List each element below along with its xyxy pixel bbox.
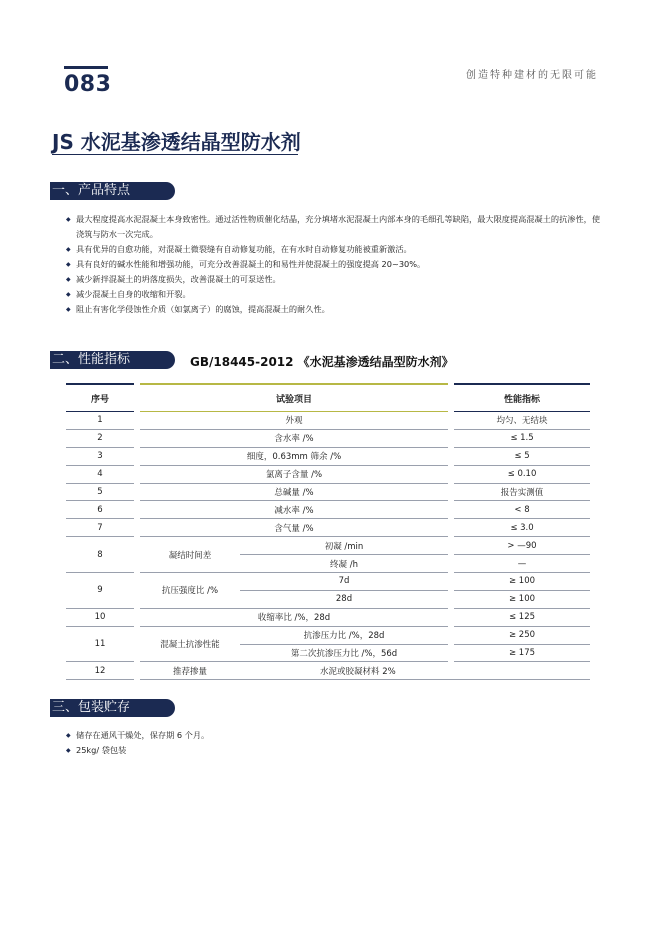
table-row	[66, 429, 590, 447]
header-value: 性能指标	[451, 384, 590, 412]
row-group-label: 凝结时间差	[137, 537, 240, 573]
section-label-specs: 二、性能指标	[52, 352, 131, 367]
table-row	[66, 626, 590, 644]
title-underline	[52, 154, 298, 155]
row-sub-item: 7d	[240, 573, 451, 591]
table-header-row	[66, 384, 590, 412]
table-row	[66, 662, 590, 680]
row-item: 减水率 /%	[137, 501, 451, 519]
row-sub-item: 抗渗压力比 /%，28d	[240, 626, 451, 644]
row-value: ≤ 1.5	[451, 429, 590, 447]
table-row	[66, 447, 590, 465]
row-no: 5	[66, 483, 137, 501]
page-number-bar	[64, 66, 108, 69]
row-no: 8	[66, 537, 137, 573]
row-item: 总碱量 /%	[137, 483, 451, 501]
row-value: —	[451, 555, 590, 573]
row-sub-item: 终凝 /h	[240, 555, 451, 573]
table-row	[66, 573, 590, 591]
row-sub-item: 28d	[240, 590, 451, 608]
row-value: < 8	[451, 501, 590, 519]
row-no: 10	[66, 608, 137, 626]
row-group-label: 混凝土抗渗性能	[137, 626, 240, 662]
row-value: ≥ 100	[451, 590, 590, 608]
row-item: 外观	[137, 412, 451, 430]
row-item: 细度，0.63mm 筛余 /%	[137, 447, 451, 465]
row-no: 6	[66, 501, 137, 519]
row-value: ≤ 0.10	[451, 465, 590, 483]
table-row	[66, 537, 590, 555]
row-no: 7	[66, 519, 137, 537]
packaging-item: ◆ 25kg/ 袋包装	[66, 743, 606, 758]
feature-item: ◆ 最大程度提高水泥混凝土本身致密性。通过活性物质催化结晶，充分填堵水泥混凝土内部本身的毛细孔等缺陷，最大限度提高混凝土的抗渗性，使浇筑与防水一次完成。	[66, 212, 606, 242]
header-item: 试验项目	[137, 384, 451, 412]
row-group-label: 抗压强度比 /%	[137, 573, 240, 609]
feature-item: ◆ 减少混凝土自身的收缩和开裂。	[66, 287, 606, 302]
row-no: 12	[66, 662, 137, 680]
table-row	[66, 519, 590, 537]
row-value: 报告实测值	[451, 483, 590, 501]
packaging-list	[66, 728, 606, 758]
spec-table	[66, 383, 590, 680]
header-no: 序号	[66, 384, 137, 412]
row-value: ≤ 3.0	[451, 519, 590, 537]
row-value: ≥ 250	[451, 626, 590, 644]
table-row	[66, 483, 590, 501]
row-item: 含气量 /%	[137, 519, 451, 537]
feature-item: ◆ 具有优异的自愈功能，对混凝土微裂缝有自动修复功能，在有水时自动修复功能被重新激活。	[66, 242, 606, 257]
row-sub-item: 第二次抗渗压力比 /%，56d	[240, 644, 451, 662]
row-value: 均匀、无结块	[451, 412, 590, 430]
packaging-item: ◆ 储存在通风干燥处，保存期 6 个月。	[66, 728, 606, 743]
row-value: 水泥或胶凝材料 2%	[240, 662, 590, 680]
row-value: ≤ 5	[451, 447, 590, 465]
table-row	[66, 501, 590, 519]
row-no: 3	[66, 447, 137, 465]
feature-item: ◆ 减少新拌混凝土的坍落度损失，改善混凝土的可泵送性。	[66, 272, 606, 287]
row-value: ≤ 125	[451, 608, 590, 626]
row-item: 含水率 /%	[137, 429, 451, 447]
row-no: 1	[66, 412, 137, 430]
slogan: 创造特种建材的无限可能	[466, 70, 598, 81]
row-value: ≥ 100	[451, 573, 590, 591]
row-value: ≥ 175	[451, 644, 590, 662]
feature-item: ◆ 阻止有害化学侵蚀性介质（如氯离子）的腐蚀，提高混凝土的耐久性。	[66, 302, 606, 317]
table-row	[66, 465, 590, 483]
table-row	[66, 608, 590, 626]
row-item: 氯离子含量 /%	[137, 465, 451, 483]
section-label-packaging: 三、包装贮存	[52, 700, 131, 715]
row-sub-item: 初凝 /min	[240, 537, 451, 555]
row-no: 4	[66, 465, 137, 483]
table-row	[66, 412, 590, 430]
feature-list	[66, 212, 606, 317]
page-number: 083	[64, 72, 112, 97]
row-no: 2	[66, 429, 137, 447]
section-label-features: 一、产品特点	[52, 183, 131, 198]
row-value: > —90	[451, 537, 590, 555]
row-no: 9	[66, 573, 137, 609]
feature-item: ◆ 具有良好的碱水性能和增强功能，可充分改善混凝土的和易性并使混凝土的强度提高 20~30%。	[66, 257, 606, 272]
row-item: 收缩率比 /%，28d	[137, 608, 451, 626]
standard-title: GB/18445-2012 《水泥基渗透结晶型防水剂》	[190, 355, 454, 369]
page-title: JS 水泥基渗透结晶型防水剂	[52, 130, 301, 154]
row-item: 推荐掺量	[137, 662, 240, 680]
row-no: 11	[66, 626, 137, 662]
